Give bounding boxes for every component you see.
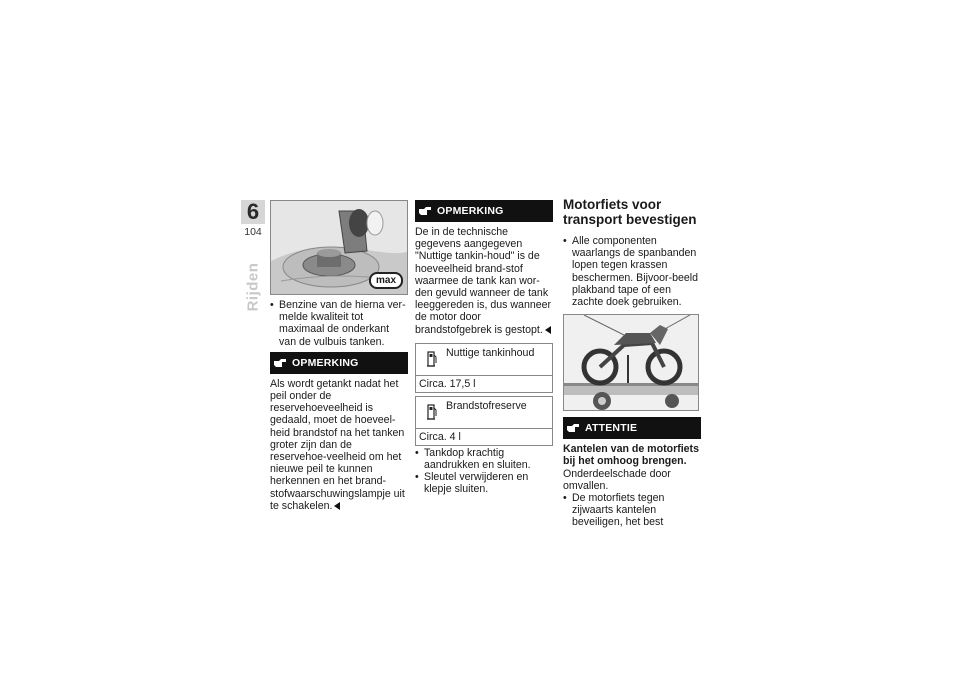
section-label-vertical xyxy=(238,252,268,322)
spec-box-usable-capacity xyxy=(415,343,553,393)
spec-label: Brandstofreserve xyxy=(446,399,527,412)
column-2 xyxy=(415,200,553,496)
col2-bullet-list xyxy=(415,447,553,496)
note-header xyxy=(415,200,553,222)
col3-bullet-list-2 xyxy=(563,492,701,529)
attention-paragraph xyxy=(563,443,701,492)
column-1 xyxy=(270,200,408,512)
attention-label: ATTENTIE xyxy=(585,422,638,435)
col1-bullet-list xyxy=(270,299,408,348)
col3-bullet-list xyxy=(563,235,701,308)
fuel-pump-icon xyxy=(426,348,438,368)
note-paragraph xyxy=(270,378,408,512)
end-mark-icon xyxy=(334,502,340,510)
list-item: • Benzine van de hierna ver-melde kwaliteit tot maximaal de onderkant van de vulbuis tanken. xyxy=(270,299,408,348)
end-mark-icon xyxy=(545,326,551,334)
note-hand-icon xyxy=(418,204,432,218)
note-label: OPMERKING xyxy=(437,205,504,217)
section-heading: Motorfiets voor transport bevestigen xyxy=(563,197,697,227)
note-header xyxy=(270,352,408,374)
fuel-tank-image xyxy=(270,200,408,295)
list-item: • De motorfiets tegen zijwaarts kantelen beveiligen, het best xyxy=(563,492,701,529)
page-number: 104 xyxy=(244,226,262,238)
max-level-badge: max xyxy=(369,272,403,289)
chapter-number: 6 xyxy=(241,200,265,224)
attention-hand-icon xyxy=(566,421,580,435)
attention-header xyxy=(563,417,701,439)
motorcycle-on-trailer-illustration xyxy=(564,315,699,411)
note-paragraph xyxy=(415,226,553,336)
note-text: Als wordt getankt nadat het peil onder de reservehoeveelheid is gedaald, moet de hoeveel-heid brandstof na het tanken groter zijn dan de reservehoe-veelheid om het nieuwe peil te kunnen herkennen en het brand-stofwaarschuwingslampje uit te schakelen. xyxy=(270,377,405,512)
list-item: • Alle componenten waarlangs de spanbanden lopen tegen krassen beschermen. Bijvoor-beeld plakband tape of een zachte doek gebruiken. xyxy=(563,235,701,308)
motorcycle-trailer-image xyxy=(563,314,699,411)
list-item: • Tankdop krachtig aandrukken en sluiten. xyxy=(415,447,553,471)
column-3 xyxy=(563,197,701,529)
section-title: Rijden xyxy=(244,262,262,312)
fuel-pump-icon xyxy=(426,401,438,421)
list-item: • Sleutel verwijderen en klepje sluiten. xyxy=(415,471,553,495)
attention-consequence: Onderdeelschade door omvallen. xyxy=(563,467,671,492)
note-label: OPMERKING xyxy=(292,356,359,369)
spec-value: Circa. 4 l xyxy=(419,430,461,443)
spec-value: Circa. 17,5 l xyxy=(419,377,476,390)
chapter-tab xyxy=(241,200,265,238)
note-hand-icon xyxy=(273,356,287,370)
note-text: De in de technische gegevens aangegeven "Nuttige tankin-houd" is de hoeveelheid brand-stof waarmee de tank kan wor-den gevuld wanneer de tank leeggereden is, dus wanneer de motor door brandstofgebrek is gestopt. xyxy=(415,226,552,336)
attention-hazard: Kantelen van de motorfiets bij het omhoog brengen. xyxy=(563,443,699,468)
spec-label: Nuttige tankinhoud xyxy=(446,346,535,359)
spec-box-fuel-reserve xyxy=(415,396,553,446)
